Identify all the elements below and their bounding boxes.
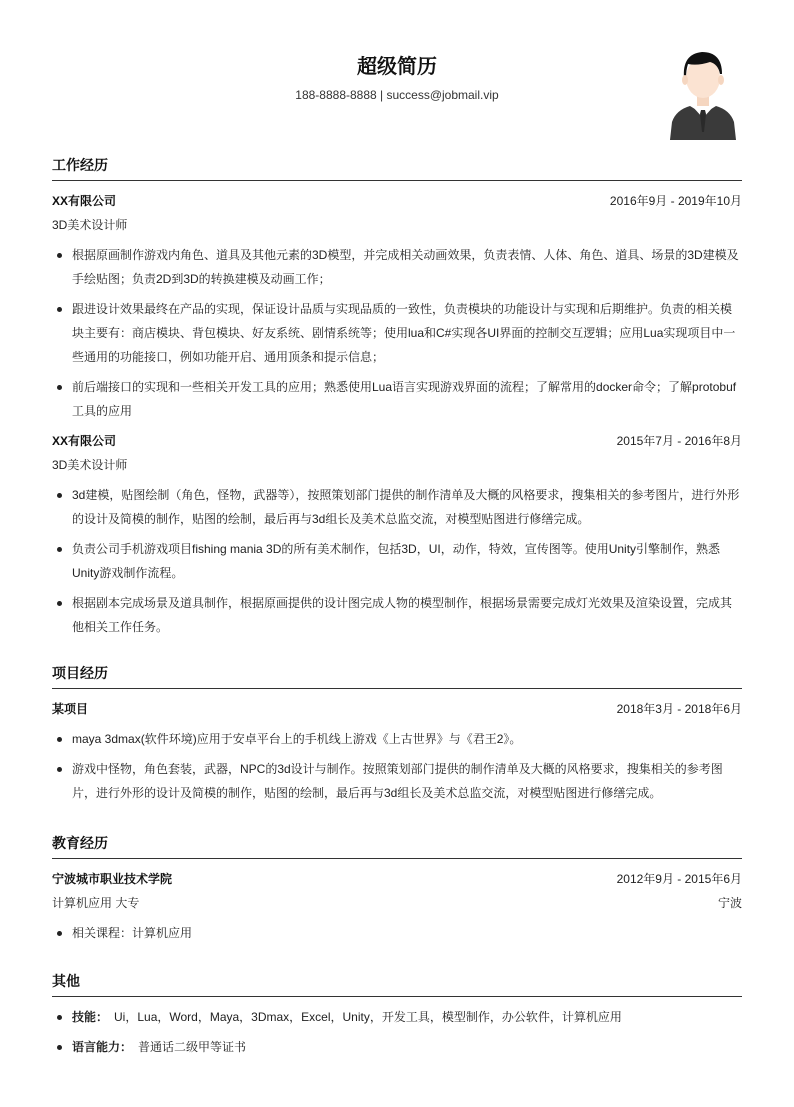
project-name: 某项目	[52, 702, 89, 716]
skills-item	[52, 1005, 742, 1029]
avatar	[668, 44, 738, 140]
resume-page	[52, 0, 742, 1054]
projects-section-title: 项目经历	[52, 662, 742, 689]
job-role: 3D美术设计师	[52, 218, 128, 232]
candidate-name: 超级简历	[357, 56, 437, 78]
education-location: 宁波	[717, 896, 742, 910]
job-role: 3D美术设计师	[52, 458, 128, 472]
other-section-title: 其他	[52, 970, 742, 997]
list-item: maya 3dmax(软件环境)应用于安卓平台上的手机线上游戏《上古世界》与《君王2》。	[52, 727, 742, 751]
job-entry	[52, 429, 742, 639]
job-bullets	[52, 243, 742, 423]
education-section-title: 教育经历	[52, 832, 742, 859]
job-company: XX有限公司	[52, 194, 117, 208]
school-name: 宁波城市职业技术学院	[52, 872, 173, 886]
project-bullets	[52, 727, 742, 805]
resume-header	[52, 0, 742, 150]
contact-info: 188-8888-8888 | success@jobmail.vip	[295, 88, 499, 102]
education-section	[52, 832, 742, 951]
job-entry	[52, 189, 742, 423]
list-item: 相关课程：计算机应用	[52, 921, 742, 945]
projects-section	[52, 662, 742, 811]
job-bullets	[52, 483, 742, 639]
list-item: 根据原画制作游戏内角色、道具及其他元素的3D模型，并完成相关动画效果，负责表情、人体、角色、道具、场景的3D建模及手绘贴图；负责2D到3D的转换建模及动画工作；	[52, 243, 742, 291]
education-period: 2012年9月 - 2015年6月	[616, 872, 742, 886]
language-item	[52, 1035, 742, 1059]
job-period: 2016年9月 - 2019年10月	[609, 194, 742, 208]
list-item: 跟进设计效果最终在产品的实现，保证设计品质与实现品质的一致性，负责模块的功能设计与实现和后期维护。负责的相关模块主要有：商店模块、背包模块、好友系统、剧情系统等；使用lua和C#实现各UI界面的控制交互逻辑；应用Lua实现项目中一些通用的功能接口，例如功能开启、通用顶条和提示信息；	[52, 297, 742, 369]
other-section	[52, 970, 742, 1065]
list-item: 游戏中怪物，角色套装，武器，NPC的3d设计与制作。按照策划部门提供的制作清单及大概的风格要求，搜集相关的参考图片，进行外形的设计及简模的制作，贴图的绘制，最后再与3d组长及美术总监交流，对模型贴图进行修缮完成。	[52, 757, 742, 805]
education-entry	[52, 867, 742, 945]
job-period: 2015年7月 - 2016年8月	[616, 434, 742, 448]
project-entry	[52, 697, 742, 805]
job-company: XX有限公司	[52, 434, 117, 448]
language-value: 普通话二级甲等证书	[138, 1040, 247, 1054]
education-bullets	[52, 921, 742, 945]
language-label: 语言能力：	[72, 1040, 133, 1054]
list-item: 负责公司手机游戏项目fishing mania 3D的所有美术制作，包括3D，UI，动作，特效，宣传图等。使用Unity引擎制作，熟悉Unity游戏制作流程。	[52, 537, 742, 585]
education-degree: 计算机应用 大专	[52, 896, 140, 910]
work-section	[52, 154, 742, 645]
work-section-title: 工作经历	[52, 154, 742, 181]
skills-value: Ui，Lua，Word，Maya，3Dmax，Excel，Unity，开发工具，模型制作，办公软件，计算机应用	[114, 1010, 622, 1024]
list-item: 前后端接口的实现和一些相关开发工具的应用；熟悉使用Lua语言实现游戏界面的流程；了解常用的docker命令；了解protobuf工具的应用	[52, 375, 742, 423]
project-period: 2018年3月 - 2018年6月	[616, 702, 742, 716]
list-item: 3d建模，贴图绘制（角色，怪物，武器等），按照策划部门提供的制作清单及大概的风格要求，搜集相关的参考图片，进行外形的设计及简模的制作，贴图的绘制，最后再与3d组长及美术总监交流，对模型贴图进行修缮完成。	[52, 483, 742, 531]
other-bullets	[52, 1005, 742, 1059]
skills-label: 技能：	[72, 1010, 109, 1024]
list-item: 根据剧本完成场景及道具制作，根据原画提供的设计图完成人物的模型制作，根据场景需要完成灯光效果及渲染设置，完成其他相关工作任务。	[52, 591, 742, 639]
